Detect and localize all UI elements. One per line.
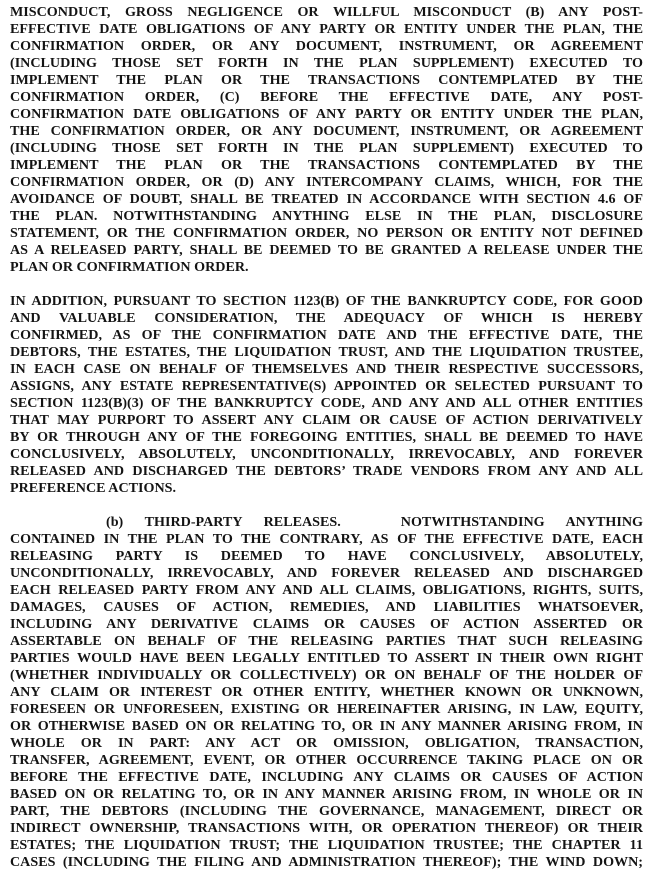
text-line: RELEASING PARTY IS DEEMED TO HAVE CONCLUSIVELY, ABSOLUTELY, [10,548,643,564]
text-line: (WHETHER INDIVIDUALLY OR COLLECTIVELY) OR ON BEHALF OF THE HOLDER OF [10,667,643,683]
text-line: BASED ON OR RELATING TO, OR IN ANY MANNER ARISING FROM, IN WHOLE OR IN [10,786,643,802]
text-line: RELEASED AND DISCHARGED THE DEBTORS’ TRADE VENDORS FROM ANY AND ALL [10,463,643,479]
text-line: EFFECTIVE DATE OBLIGATIONS OF ANY PARTY OR ENTITY UNDER THE PLAN, THE [10,21,643,37]
text-line: STATEMENT, OR THE CONFIRMATION ORDER, NO PERSON OR ENTITY NOT DEFINED [10,225,643,241]
text-line: CONFIRMED, AS OF THE CONFIRMATION DATE AND THE EFFECTIVE DATE, THE [10,327,643,343]
text-line: MISCONDUCT, GROSS NEGLIGENCE OR WILLFUL MISCONDUCT (B) ANY POST- [10,4,643,20]
text-line: PREFERENCE ACTIONS. [10,480,177,496]
list-marker: (b) [106,514,124,530]
text-line: CONTAINED IN THE PLAN TO THE CONTRARY, AS OF THE EFFECTIVE DATE, EACH [10,531,643,547]
text-line: PLAN OR CONFIRMATION ORDER. [10,259,249,275]
text-line: INDIRECT OWNERSHIP, TRANSACTIONS WITH, OR OPERATION THEREOF) OR THEIR [10,820,643,836]
text-line: THE PLAN. NOTWITHSTANDING ANYTHING ELSE IN THE PLAN, DISCLOSURE [10,208,643,224]
text-line: PARTIES WOULD HAVE BEEN LEGALLY ENTITLED TO ASSERT IN THEIR OWN RIGHT [10,650,643,666]
text-line: DEBTORS, THE ESTATES, THE LIQUIDATION TRUST, AND THE LIQUIDATION TRUSTEE, [10,344,643,360]
text-line: IN ADDITION, PURSUANT TO SECTION 1123(B) OF THE BANKRUPTCY CODE, FOR GOOD [10,293,643,309]
tab-space [341,525,401,526]
text-line: BY OR THROUGH ANY OF THE FOREGOING ENTITIES, SHALL BE DEEMED TO HAVE [10,429,643,445]
text-line: (INCLUDING THOSE SET FORTH IN THE PLAN SUPPLEMENT) EXECUTED TO [10,55,643,71]
text-line: THAT MAY PURPORT TO ASSERT ANY CLAIM OR CAUSE OF ACTION DERIVATIVELY [10,412,643,428]
text-line: IN EACH CASE ON BEHALF OF THEMSELVES AND THEIR RESPECTIVE SUCCESSORS, [10,361,643,377]
text-line: BEFORE THE EFFECTIVE DATE, INCLUDING ANY CLAIMS OR CAUSES OF ACTION [10,769,643,785]
paragraph [10,293,643,497]
text-line: CONFIRMATION ORDER, OR (D) ANY INTERCOMPANY CLAIMS, WHICH, FOR THE [10,174,643,190]
text-line: (INCLUDING THOSE SET FORTH IN THE PLAN SUPPLEMENT) EXECUTED TO [10,140,643,156]
text-line: WHOLE OR IN PART: ANY ACT OR OMISSION, OBLIGATION, TRANSACTION, [10,735,643,751]
paragraph [10,514,643,871]
text-line: CASES (INCLUDING THE FILING AND ADMINISTRATION THEREOF); THE WIND DOWN; [10,854,643,870]
text-line: CONFIRMATION ORDER, OR ANY DOCUMENT, INSTRUMENT, OR AGREEMENT [10,38,643,54]
first-line-text: NOTWITHSTANDING ANYTHING [400,514,643,530]
text-line: IMPLEMENT THE PLAN OR THE TRANSACTIONS CONTEMPLATED BY THE [10,157,643,173]
text-line: AS A RELEASED PARTY, SHALL BE DEEMED TO BE GRANTED A RELEASE UNDER THE [10,242,643,258]
text-line: OR OTHERWISE BASED ON OR RELATING TO, OR IN ANY MANNER ARISING FROM, IN [10,718,643,734]
text-line: ANY CLAIM OR INTEREST OR OTHER ENTITY, WHETHER KNOWN OR UNKNOWN, [10,684,643,700]
text-line: AND VALUABLE CONSIDERATION, THE ADEQUACY OF WHICH IS HEREBY [10,310,643,326]
text-line: ASSIGNS, ANY ESTATE REPRESENTATIVE(S) APPOINTED OR SELECTED PURSUANT TO [10,378,643,394]
text-line: EACH RELEASED PARTY FROM ANY AND ALL CLAIMS, OBLIGATIONS, RIGHTS, SUITS, [10,582,643,598]
paragraph-first-line [10,514,643,531]
text-line: CONFIRMATION DATE OBLIGATIONS OF ANY PARTY OR ENTITY UNDER THE PLAN, [10,106,643,122]
text-line: THE CONFIRMATION ORDER, OR ANY DOCUMENT, INSTRUMENT, OR AGREEMENT [10,123,643,139]
paragraph [10,4,643,276]
text-line: SECTION 1123(B)(3) OF THE BANKRUPTCY CODE, AND ANY AND ALL OTHER ENTITIES [10,395,643,411]
text-line: TRANSFER, AGREEMENT, EVENT, OR OTHER OCCURRENCE TAKING PLACE ON OR [10,752,643,768]
text-line: FORESEEN OR UNFORESEEN, EXISTING OR HEREINAFTER ARISING, IN LAW, EQUITY, [10,701,643,717]
text-line: INCLUDING ANY DERIVATIVE CLAIMS OR CAUSES OF ACTION ASSERTED OR [10,616,643,632]
text-line: ASSERTABLE ON BEHALF OF THE RELEASING PARTIES THAT SUCH RELEASING [10,633,643,649]
text-line: IMPLEMENT THE PLAN OR THE TRANSACTIONS CONTEMPLATED BY THE [10,72,643,88]
text-line: UNCONDITIONALLY, IRREVOCABLY, AND FOREVER RELEASED AND DISCHARGED [10,565,643,581]
text-line: CONCLUSIVELY, ABSOLUTELY, UNCONDITIONALLY, IRREVOCABLY, AND FOREVER [10,446,643,462]
text-line: CONFIRMATION ORDER, (C) BEFORE THE EFFECTIVE DATE, ANY POST- [10,89,643,105]
text-line: AVOIDANCE OF DOUBT, SHALL BE TREATED IN ACCORDANCE WITH SECTION 4.6 OF [10,191,643,207]
text-line: DAMAGES, CAUSES OF ACTION, REMEDIES, AND LIABILITIES WHATSOEVER, [10,599,643,615]
text-line: ESTATES; THE LIQUIDATION TRUST; THE LIQUIDATION TRUSTEE; THE CHAPTER 11 [10,837,643,853]
text-line: PART, THE DEBTORS (INCLUDING THE GOVERNANCE, MANAGEMENT, DIRECT OR [10,803,643,819]
section-heading: THIRD-PARTY RELEASES. [144,514,341,530]
